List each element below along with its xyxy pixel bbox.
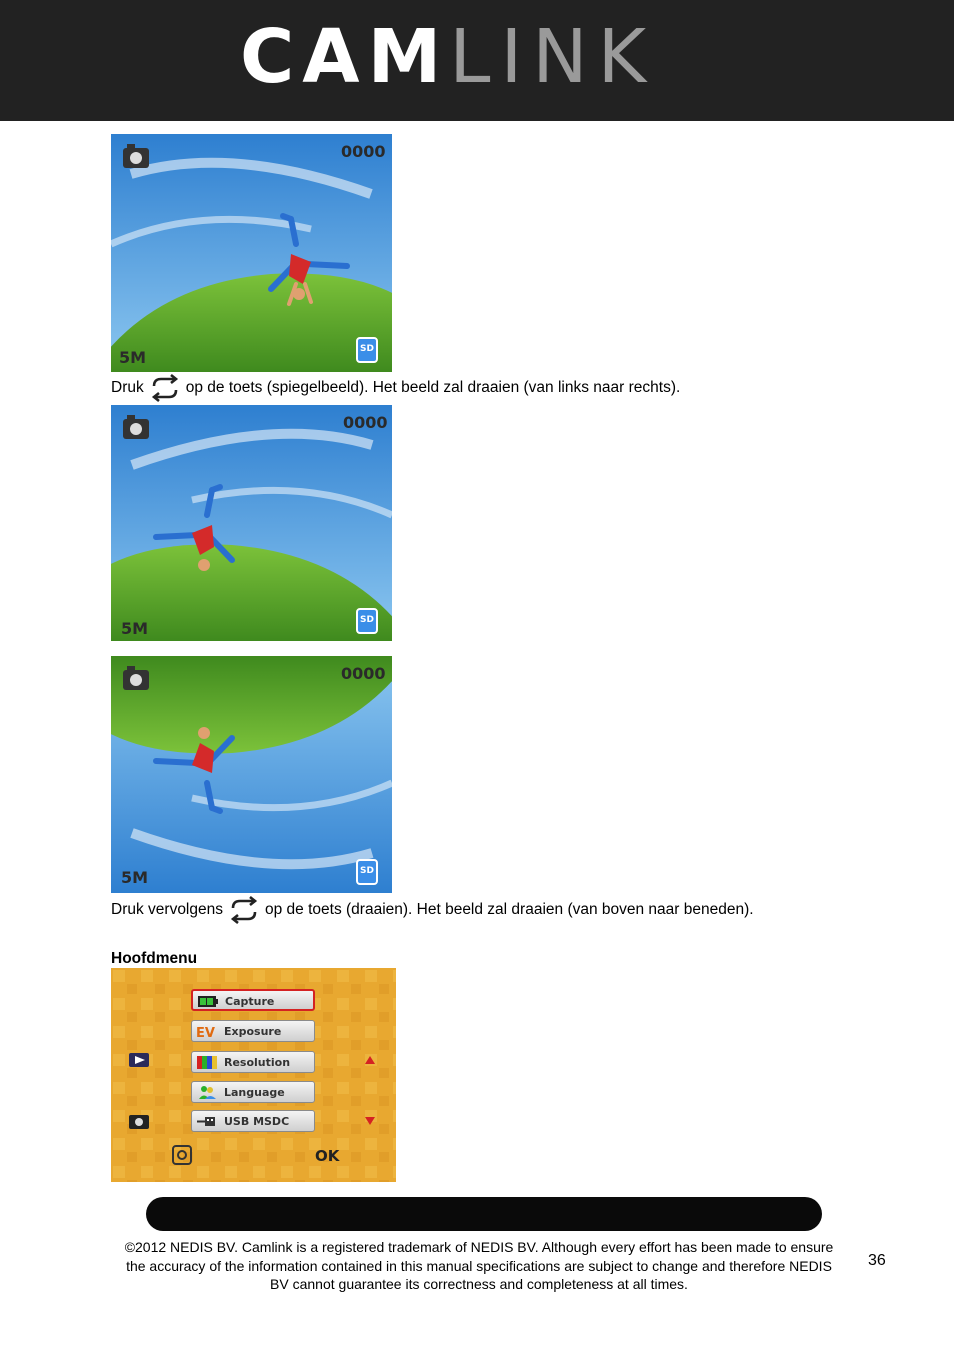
resolution-indicator: 5M — [121, 868, 149, 887]
shot-counter: 0000 — [341, 142, 386, 161]
color-bars-icon — [196, 1055, 218, 1070]
sd-card-icon: SD — [360, 615, 374, 625]
footer-bar — [146, 1197, 822, 1231]
sd-card-icon: SD — [360, 866, 374, 876]
menu-item-label: Language — [224, 1086, 285, 1099]
instruction-rotate-before: Druk vervolgens — [111, 901, 223, 918]
shot-counter: 0000 — [343, 413, 388, 432]
shot-counter: 0000 — [341, 664, 386, 683]
camlink-logo — [240, 14, 657, 100]
svg-text:EV: EV — [196, 1026, 215, 1039]
menu-item-capture[interactable] — [191, 989, 315, 1011]
resolution-indicator: 5M — [121, 619, 149, 638]
camera-screen-flipped — [111, 656, 392, 893]
instruction-rotate-after: op de toets (draaien). Het beeld zal draaien (van boven naar beneden). — [265, 901, 754, 918]
battery-icon — [197, 994, 219, 1009]
usb-icon — [196, 1114, 218, 1129]
ev-icon — [196, 1024, 218, 1039]
menu-item-usb-msdc[interactable] — [191, 1110, 315, 1132]
instruction-mirror — [111, 371, 680, 405]
rotate-arrows-icon — [148, 371, 182, 405]
ok-button[interactable]: OK — [315, 1147, 340, 1165]
camera-screen-normal — [111, 134, 392, 372]
instruction-rotate — [111, 893, 754, 927]
camera-screen-mirrored — [111, 405, 392, 641]
instruction-mirror-before: Druk — [111, 379, 144, 396]
menu-item-label: Capture — [225, 995, 275, 1008]
copyright-notice: ©2012 NEDIS BV. Camlink is a registered trademark of NEDIS BV. Although every effort has been made to ensure the accuracy of the information contained in this manual specifications are subject to change and therefore NEDIS BV cannot guarantee its correctness and completeness at all times. — [124, 1239, 834, 1292]
menu-item-language[interactable] — [191, 1081, 315, 1103]
menu-item-exposure[interactable] — [191, 1020, 315, 1042]
main-menu-screen — [111, 968, 396, 1182]
section-heading: Hoofdmenu — [111, 950, 198, 967]
logo-link: LINK — [449, 14, 657, 100]
people-icon — [196, 1085, 218, 1100]
menu-item-label: USB MSDC — [224, 1115, 290, 1128]
resolution-indicator: 5M — [119, 348, 147, 367]
instruction-mirror-after: op de toets (spiegelbeeld). Het beeld zal draaien (van links naar rechts). — [185, 379, 681, 396]
rotate-arrows-icon — [227, 893, 261, 927]
sd-card-icon: SD — [360, 344, 374, 354]
menu-item-resolution[interactable] — [191, 1051, 315, 1073]
menu-item-label: Exposure — [224, 1025, 282, 1038]
menu-item-label: Resolution — [224, 1056, 291, 1069]
header-bar — [0, 0, 954, 121]
page-number: 36 — [868, 1252, 886, 1269]
logo-cam: CAM — [240, 14, 450, 100]
